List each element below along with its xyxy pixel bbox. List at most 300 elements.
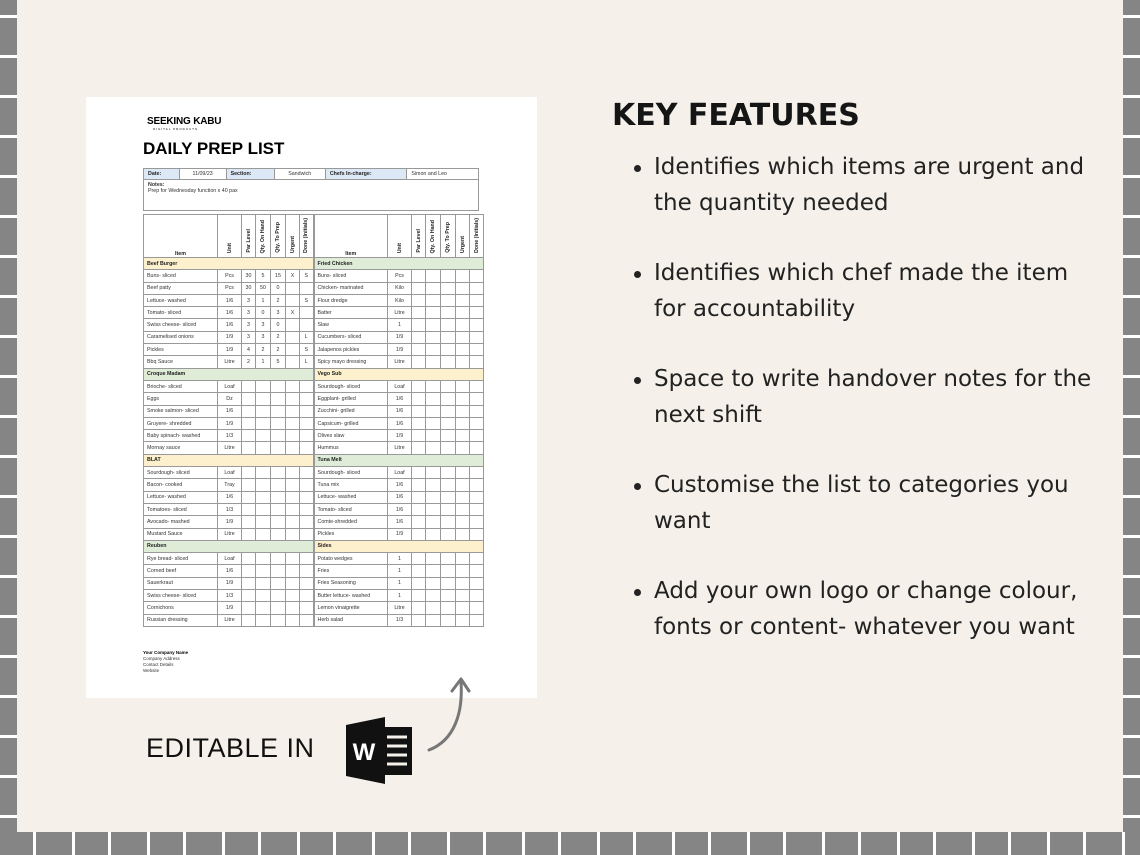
value-cell[interactable] [456,344,470,356]
value-cell[interactable] [412,577,426,589]
value-cell[interactable] [426,282,441,294]
tiled-border-bottom [0,832,1140,855]
value-cell[interactable] [441,516,456,528]
value-cell[interactable] [456,405,470,417]
value-cell[interactable] [242,417,256,429]
value-cell[interactable] [426,565,441,577]
value-cell[interactable]: 5 [256,270,271,282]
value-cell[interactable] [412,393,426,405]
value-cell[interactable]: 3 [256,331,271,343]
unit-cell: 1/6 [218,491,242,503]
value-cell[interactable]: 3 [242,331,256,343]
item-cell: Sourdough- sliced [144,467,218,479]
value-cell[interactable] [456,442,470,454]
value-cell[interactable] [426,405,441,417]
value-cell[interactable] [441,270,456,282]
value-cell[interactable] [242,393,256,405]
value-cell[interactable] [242,442,256,454]
value-cell[interactable] [286,319,300,331]
value-cell[interactable] [242,577,256,589]
column-header-label: Unit [226,242,233,253]
value-cell[interactable] [470,553,484,565]
value-cell[interactable] [441,590,456,602]
value-cell[interactable] [286,503,300,515]
value-cell[interactable] [412,319,426,331]
value-cell[interactable]: 15 [271,270,286,282]
value-cell[interactable] [441,417,456,429]
value-cell[interactable] [412,553,426,565]
column-header [456,215,470,258]
value-cell[interactable] [470,590,484,602]
value-cell[interactable] [271,577,286,589]
value-cell[interactable] [441,331,456,343]
value-cell[interactable] [286,331,300,343]
date-value: 11/09/23 [179,169,226,180]
value-cell[interactable] [256,590,271,602]
value-cell[interactable] [441,430,456,442]
value-cell[interactable] [286,467,300,479]
column-header-label: Qty. On Hand [260,219,266,253]
value-cell[interactable] [470,344,484,356]
value-cell[interactable] [426,270,441,282]
value-cell[interactable] [470,380,484,392]
value-cell[interactable] [456,553,470,565]
value-cell[interactable] [256,528,271,540]
item-cell: Swiss cheese- sliced [144,590,218,602]
value-cell[interactable] [412,294,426,306]
value-cell[interactable] [256,467,271,479]
item-cell: Spicy mayo dressing [314,356,388,368]
value-cell[interactable] [456,577,470,589]
value-cell[interactable] [456,491,470,503]
value-cell[interactable] [271,503,286,515]
value-cell[interactable] [456,590,470,602]
value-cell[interactable] [412,331,426,343]
value-cell[interactable] [412,602,426,614]
value-cell[interactable] [412,491,426,503]
value-cell[interactable]: S [300,270,314,282]
value-cell[interactable] [242,553,256,565]
item-cell: Mornay sauce [144,442,218,454]
value-cell[interactable] [456,430,470,442]
value-cell[interactable] [412,405,426,417]
value-cell[interactable] [300,479,314,491]
value-cell[interactable]: L [300,356,314,368]
value-cell[interactable] [441,442,456,454]
value-cell[interactable]: 2 [256,344,271,356]
value-cell[interactable]: 3 [242,307,256,319]
feature-item: Add your own logo or change colour, fonts or content- whatever you want [632,574,1102,645]
value-cell[interactable] [456,393,470,405]
value-cell[interactable] [256,417,271,429]
column-header-label: Urgent [289,235,296,253]
company-footer [143,650,188,674]
value-cell[interactable] [470,503,484,515]
value-cell[interactable] [256,503,271,515]
value-cell[interactable] [441,467,456,479]
value-cell[interactable] [242,467,256,479]
item-cell: Sourdough- sliced [314,380,388,392]
value-cell[interactable] [426,503,441,515]
value-cell[interactable] [441,614,456,626]
value-cell[interactable] [300,393,314,405]
value-cell[interactable] [271,516,286,528]
value-cell[interactable]: 5 [271,356,286,368]
value-cell[interactable] [426,479,441,491]
value-cell[interactable]: 2 [271,344,286,356]
item-cell: Gruyere- shredded [144,417,218,429]
value-cell[interactable] [412,590,426,602]
value-cell[interactable] [412,380,426,392]
value-cell[interactable] [412,307,426,319]
value-cell[interactable] [256,405,271,417]
value-cell[interactable] [470,282,484,294]
table-row [144,319,484,331]
value-cell[interactable] [286,430,300,442]
value-cell[interactable] [426,344,441,356]
value-cell[interactable] [271,491,286,503]
value-cell[interactable] [242,380,256,392]
value-cell[interactable] [242,503,256,515]
value-cell[interactable] [256,614,271,626]
value-cell[interactable] [271,417,286,429]
value-cell[interactable] [300,553,314,565]
value-cell[interactable]: X [286,270,300,282]
value-cell[interactable] [286,590,300,602]
value-cell[interactable]: 3 [242,319,256,331]
value-cell[interactable] [286,417,300,429]
value-cell[interactable] [256,380,271,392]
value-cell[interactable] [271,380,286,392]
value-cell[interactable] [256,430,271,442]
value-cell[interactable] [412,614,426,626]
value-cell[interactable] [242,614,256,626]
value-cell[interactable] [441,319,456,331]
value-cell[interactable] [441,491,456,503]
value-cell[interactable] [456,282,470,294]
value-cell[interactable] [470,516,484,528]
value-cell[interactable] [286,553,300,565]
value-cell[interactable] [426,430,441,442]
value-cell[interactable]: 0 [271,319,286,331]
value-cell[interactable] [470,356,484,368]
item-cell: Tuna mix [314,479,388,491]
value-cell[interactable] [470,393,484,405]
value-cell[interactable]: 2 [271,294,286,306]
value-cell[interactable] [412,430,426,442]
value-cell[interactable] [300,430,314,442]
value-cell[interactable] [426,577,441,589]
value-cell[interactable] [456,479,470,491]
value-cell[interactable] [456,417,470,429]
value-cell[interactable] [426,442,441,454]
value-cell[interactable] [470,577,484,589]
value-cell[interactable]: 30 [242,282,256,294]
value-cell[interactable] [470,405,484,417]
value-cell[interactable] [286,344,300,356]
value-cell[interactable] [300,503,314,515]
value-cell[interactable] [286,380,300,392]
value-cell[interactable] [470,417,484,429]
table-row [144,270,484,282]
value-cell[interactable] [470,307,484,319]
unit-cell: Pcs [218,270,242,282]
value-cell[interactable] [426,516,441,528]
value-cell[interactable] [256,393,271,405]
value-cell[interactable] [300,577,314,589]
value-cell[interactable] [286,577,300,589]
value-cell[interactable] [242,430,256,442]
value-cell[interactable] [456,614,470,626]
value-cell[interactable] [426,331,441,343]
value-cell[interactable] [271,430,286,442]
value-cell[interactable] [271,405,286,417]
value-cell[interactable] [242,405,256,417]
value-cell[interactable] [271,467,286,479]
item-cell: Batter [314,307,388,319]
value-cell[interactable] [286,393,300,405]
value-cell[interactable] [271,479,286,491]
value-cell[interactable] [271,553,286,565]
value-cell[interactable] [456,516,470,528]
value-cell[interactable] [412,528,426,540]
value-cell[interactable] [300,307,314,319]
value-cell[interactable] [256,565,271,577]
value-cell[interactable] [412,516,426,528]
value-cell[interactable] [426,294,441,306]
value-cell[interactable] [256,553,271,565]
unit-cell: 1/3 [218,590,242,602]
value-cell[interactable] [300,405,314,417]
item-cell: Eggplant- grilled [314,393,388,405]
value-cell[interactable] [412,442,426,454]
value-cell[interactable] [426,590,441,602]
item-cell: Flour dredge [314,294,388,306]
value-cell[interactable]: 1 [256,294,271,306]
value-cell[interactable] [242,565,256,577]
value-cell[interactable] [426,528,441,540]
value-cell[interactable] [286,405,300,417]
value-cell[interactable] [426,307,441,319]
value-cell[interactable] [470,614,484,626]
value-cell[interactable] [441,294,456,306]
value-cell[interactable] [271,602,286,614]
value-cell[interactable] [300,614,314,626]
value-cell[interactable] [456,565,470,577]
value-cell[interactable]: L [300,331,314,343]
value-cell[interactable] [470,602,484,614]
value-cell[interactable] [441,380,456,392]
value-cell[interactable] [271,442,286,454]
value-cell[interactable] [441,528,456,540]
value-cell[interactable] [456,270,470,282]
value-cell[interactable] [286,602,300,614]
value-cell[interactable] [456,380,470,392]
value-cell[interactable] [470,331,484,343]
value-cell[interactable] [242,479,256,491]
value-cell[interactable] [470,528,484,540]
value-cell[interactable] [286,356,300,368]
value-cell[interactable]: 0 [271,282,286,294]
value-cell[interactable] [456,602,470,614]
item-cell: Jalapenos pickles [314,344,388,356]
value-cell[interactable]: 1 [256,356,271,368]
value-cell[interactable] [441,344,456,356]
table-row [144,491,484,503]
value-cell[interactable] [470,430,484,442]
value-cell[interactable] [242,590,256,602]
value-cell[interactable] [412,467,426,479]
value-cell[interactable] [456,503,470,515]
value-cell[interactable] [286,491,300,503]
item-cell: Capsicum- grilled [314,417,388,429]
value-cell[interactable] [412,503,426,515]
value-cell[interactable] [426,467,441,479]
unit-cell: 1 [388,565,412,577]
value-cell[interactable]: 4 [242,344,256,356]
unit-cell: 1/6 [218,307,242,319]
value-cell[interactable] [271,565,286,577]
value-cell[interactable]: 30 [242,270,256,282]
value-cell[interactable] [412,356,426,368]
value-cell[interactable] [441,503,456,515]
value-cell[interactable]: 2 [242,356,256,368]
value-cell[interactable] [300,467,314,479]
value-cell[interactable] [426,319,441,331]
value-cell[interactable] [426,553,441,565]
value-cell[interactable]: 2 [271,331,286,343]
value-cell[interactable] [300,282,314,294]
value-cell[interactable] [412,282,426,294]
value-cell[interactable]: 3 [242,294,256,306]
value-cell[interactable] [470,479,484,491]
value-cell[interactable] [242,516,256,528]
prep-list-document [86,97,537,698]
value-cell[interactable] [300,442,314,454]
value-cell[interactable] [470,319,484,331]
value-cell[interactable] [470,565,484,577]
company-name: Your Company Name [143,650,189,655]
value-cell[interactable] [300,528,314,540]
value-cell[interactable] [286,528,300,540]
value-cell[interactable] [271,393,286,405]
value-cell[interactable] [456,528,470,540]
value-cell[interactable] [412,344,426,356]
value-cell[interactable] [271,528,286,540]
value-cell[interactable]: S [300,344,314,356]
column-header-label: Qty. To Prep [445,222,451,253]
value-cell[interactable] [441,393,456,405]
value-cell[interactable] [426,380,441,392]
value-cell[interactable] [256,491,271,503]
value-cell[interactable] [286,442,300,454]
value-cell[interactable] [441,602,456,614]
value-cell[interactable] [441,553,456,565]
value-cell[interactable]: X [286,307,300,319]
value-cell[interactable]: 50 [256,282,271,294]
value-cell[interactable]: 3 [271,307,286,319]
value-cell[interactable] [300,417,314,429]
value-cell[interactable] [256,442,271,454]
item-cell: Lettuce- washed [144,491,218,503]
value-cell[interactable] [300,319,314,331]
value-cell[interactable] [441,405,456,417]
value-cell[interactable] [470,270,484,282]
value-cell[interactable] [426,356,441,368]
value-cell[interactable] [286,282,300,294]
value-cell[interactable] [470,491,484,503]
value-cell[interactable] [426,417,441,429]
value-cell[interactable] [271,590,286,602]
value-cell[interactable] [456,307,470,319]
value-cell[interactable] [441,307,456,319]
value-cell[interactable] [286,479,300,491]
value-cell[interactable] [456,356,470,368]
value-cell[interactable] [441,356,456,368]
item-cell: Russian dressing [144,614,218,626]
value-cell[interactable] [426,393,441,405]
value-cell[interactable]: S [300,294,314,306]
value-cell[interactable] [242,491,256,503]
value-cell[interactable] [412,270,426,282]
item-cell: Swiss cheese- sliced [144,319,218,331]
value-cell[interactable] [300,491,314,503]
value-cell[interactable] [256,479,271,491]
item-cell: Olives slaw [314,430,388,442]
value-cell[interactable] [456,319,470,331]
value-cell[interactable] [242,602,256,614]
value-cell[interactable] [470,442,484,454]
feature-item: Space to write handover notes for the next shift [632,362,1102,433]
value-cell[interactable] [300,602,314,614]
value-cell[interactable] [441,577,456,589]
value-cell[interactable] [242,528,256,540]
value-cell[interactable] [300,565,314,577]
value-cell[interactable] [412,565,426,577]
value-cell[interactable] [271,614,286,626]
value-cell[interactable] [456,467,470,479]
value-cell[interactable] [256,516,271,528]
value-cell[interactable] [456,294,470,306]
value-cell[interactable] [300,380,314,392]
value-cell[interactable] [412,417,426,429]
item-cell: Baby spinach- washed [144,430,218,442]
value-cell[interactable] [256,602,271,614]
value-cell[interactable] [426,602,441,614]
item-cell: Slaw [314,319,388,331]
value-cell[interactable] [441,565,456,577]
value-cell[interactable] [426,614,441,626]
value-cell[interactable] [286,565,300,577]
value-cell[interactable] [286,294,300,306]
value-cell[interactable] [426,491,441,503]
value-cell[interactable] [300,590,314,602]
value-cell[interactable] [256,577,271,589]
unit-cell: 1/6 [388,393,412,405]
value-cell[interactable] [300,516,314,528]
value-cell[interactable] [441,479,456,491]
column-header-label: Qty. On Hand [430,219,436,253]
value-cell[interactable]: 0 [256,307,271,319]
value-cell[interactable]: 3 [256,319,271,331]
value-cell[interactable] [441,282,456,294]
value-cell[interactable] [456,331,470,343]
value-cell[interactable] [470,467,484,479]
value-cell[interactable] [470,294,484,306]
value-cell[interactable] [286,516,300,528]
value-cell[interactable] [286,614,300,626]
value-cell[interactable] [412,479,426,491]
